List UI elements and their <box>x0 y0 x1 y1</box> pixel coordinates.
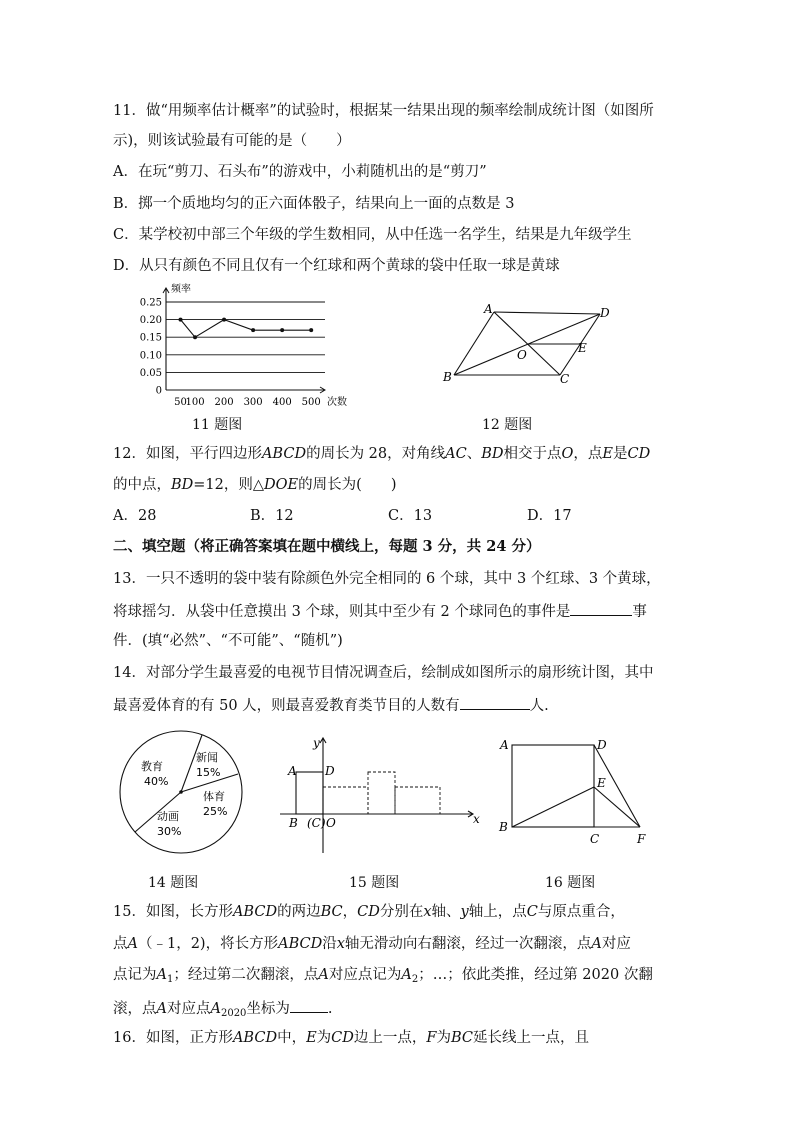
q14-answer-blank[interactable] <box>460 694 530 710</box>
y-tick-label: 0.10 <box>139 350 162 362</box>
label-y: y <box>313 736 320 750</box>
side-ad <box>494 312 600 314</box>
y-tick-label: 0.20 <box>139 315 162 327</box>
slice-pct-sports: 25% <box>203 805 228 818</box>
y-tick-label: 0.25 <box>139 297 162 309</box>
q13-line3: 件．(填“必然”、“不可能”、“随机”) <box>113 633 343 649</box>
label-d: D <box>325 764 335 778</box>
q13-answer-blank[interactable] <box>570 600 632 616</box>
q15-line2: 点A（﹣1，2)，将长方形ABCD沿x轴无滑动向右翻滚，经过一次翻滚，点A对应 <box>113 936 631 952</box>
q16-line1: 16．如图，正方形ABCD中，E为CD边上一点，F为BC延长线上一点，且 <box>113 1030 589 1046</box>
q12-line2: 的中点，BD=12，则△DOE的周长为( ) <box>113 477 397 493</box>
figure-14-pie <box>112 730 252 870</box>
figure-14-caption: 14 题图 <box>148 875 199 891</box>
figure-12-parallelogram <box>440 300 640 390</box>
data-point <box>193 335 197 339</box>
label-c: C <box>590 832 600 846</box>
label-b: B <box>289 816 298 830</box>
q14-line2: 最喜爱体育的有 50 人，则最喜爱教育类节目的人数有 人. <box>113 694 549 716</box>
q13-line2: 将球摇匀．从袋中任意摸出 3 个球，则其中至少有 2 个球同色的事件是 事 <box>113 600 647 622</box>
slice-label-news: 新闻 <box>196 751 218 764</box>
slice-pct-education: 40% <box>144 775 169 788</box>
figure-11-caption: 11 题图 <box>192 417 243 433</box>
label-b: B <box>443 370 452 384</box>
x-tick-label: 300 <box>243 397 263 408</box>
slice-label-education: 教育 <box>141 760 163 773</box>
label-c: (C) <box>307 816 326 830</box>
data-point <box>222 318 226 322</box>
label-a: A <box>500 738 509 752</box>
frequency-line <box>181 320 312 338</box>
section-2-title: 二、填空题（将正确答案填在题中横线上，每题 3 分，共 24 分） <box>113 538 541 555</box>
q15-line1: 15．如图，长方形ABCD的两边BC，CD分别在x轴、y轴上，点C与原点重合， <box>113 904 625 920</box>
rolled-rectangle-2 <box>368 772 395 814</box>
side-ab <box>454 312 494 375</box>
x-tick-label: 200 <box>214 397 234 408</box>
slice-label-sports: 体育 <box>203 790 225 803</box>
figure-16-square <box>495 735 665 855</box>
label-f: F <box>637 832 646 846</box>
x-tick-label: 50 <box>174 397 187 408</box>
label-x: x <box>473 812 480 826</box>
q14-line1: 14．对部分学生最喜爱的电视节目情况调查后，绘制成如图所示的扇形统计图，其中 <box>113 665 654 681</box>
data-point <box>309 328 313 332</box>
x-tick-label: 400 <box>272 397 292 408</box>
q12-line1: 12．如图，平行四边形ABCD的周长为 28，对角线AC、BD相交于点O，点E是CD <box>113 446 651 462</box>
figure-15-rectangle <box>280 735 490 855</box>
y-tick-label: 0 <box>155 385 162 397</box>
slice-label-animation: 动画 <box>157 810 179 823</box>
data-point <box>179 318 183 322</box>
label-a: A <box>484 302 493 316</box>
label-d: D <box>597 738 607 752</box>
q12-option-c: C．13 <box>388 508 433 524</box>
y-tick-label: 0.05 <box>139 367 162 379</box>
q11-option-c: C．某学校初中部三个年级的学生数相同，从中任选一名学生，结果是九年级学生 <box>113 227 632 243</box>
q11-line1: 11．做“用频率估计概率”的试验时，根据某一结果出现的频率绘制成统计图（如图所 <box>113 103 654 119</box>
label-c: C <box>560 372 570 386</box>
figure-11-chart <box>140 282 360 412</box>
line-ef <box>594 787 640 827</box>
q11-option-d: D．从只有颜色不同且仅有一个红球和两个黄球的袋中任取一球是黄球 <box>113 258 560 274</box>
label-a: A <box>288 764 297 778</box>
label-b: B <box>499 820 508 834</box>
q11-line2: 示)，则该试验最有可能的是（ ） <box>113 133 351 149</box>
data-point <box>280 328 284 332</box>
label-o: O <box>517 348 527 362</box>
q12-option-a: A．28 <box>113 508 157 524</box>
q15-line4: 滚，点A对应点$A_{2020}$坐标为 . <box>113 997 333 1024</box>
q11-option-b: B．掷一个质地均匀的正六面体骰子，结果向上一面的点数是 3 <box>113 196 515 212</box>
rolled-rectangle-3 <box>395 787 440 814</box>
figure-16-caption: 16 题图 <box>545 875 596 891</box>
q13-line1: 13．一只不透明的袋中装有除颜色外完全相同的 6 个球，其中 3 个红球、3 个黄球， <box>113 571 661 587</box>
data-point <box>251 328 255 332</box>
square-abcd <box>512 745 594 827</box>
rolled-rectangle-1 <box>323 787 368 814</box>
x-axis-title: 次数 <box>327 397 347 408</box>
label-o: O <box>326 816 336 830</box>
q11-option-a: A．在玩“剪刀、石头布”的游戏中，小莉随机出的是“剪刀” <box>113 164 487 180</box>
x-tick-label: 100 <box>185 397 205 408</box>
slice-pct-news: 15% <box>196 766 221 779</box>
q15-answer-blank[interactable] <box>290 997 328 1013</box>
q15-line3: 点记为$A_1$；经过第二次翻滚，点A对应点记为$A_2$；…；依此类推，经过第 2020 次翻 <box>113 967 653 985</box>
figure-12-caption: 12 题图 <box>482 417 533 433</box>
x-tick-label: 500 <box>301 397 321 408</box>
label-e: E <box>578 341 587 355</box>
q12-option-b: B．12 <box>250 508 294 524</box>
label-d: D <box>600 306 610 320</box>
slice-pct-animation: 30% <box>157 825 182 838</box>
y-tick-label: 0.15 <box>139 332 162 344</box>
q12-option-d: D．17 <box>527 508 572 524</box>
label-e: E <box>597 776 606 790</box>
y-axis-title: 频率 <box>171 284 191 295</box>
line-be <box>512 787 594 827</box>
rectangle-abcd <box>296 772 323 814</box>
figure-15-caption: 15 题图 <box>349 875 400 891</box>
